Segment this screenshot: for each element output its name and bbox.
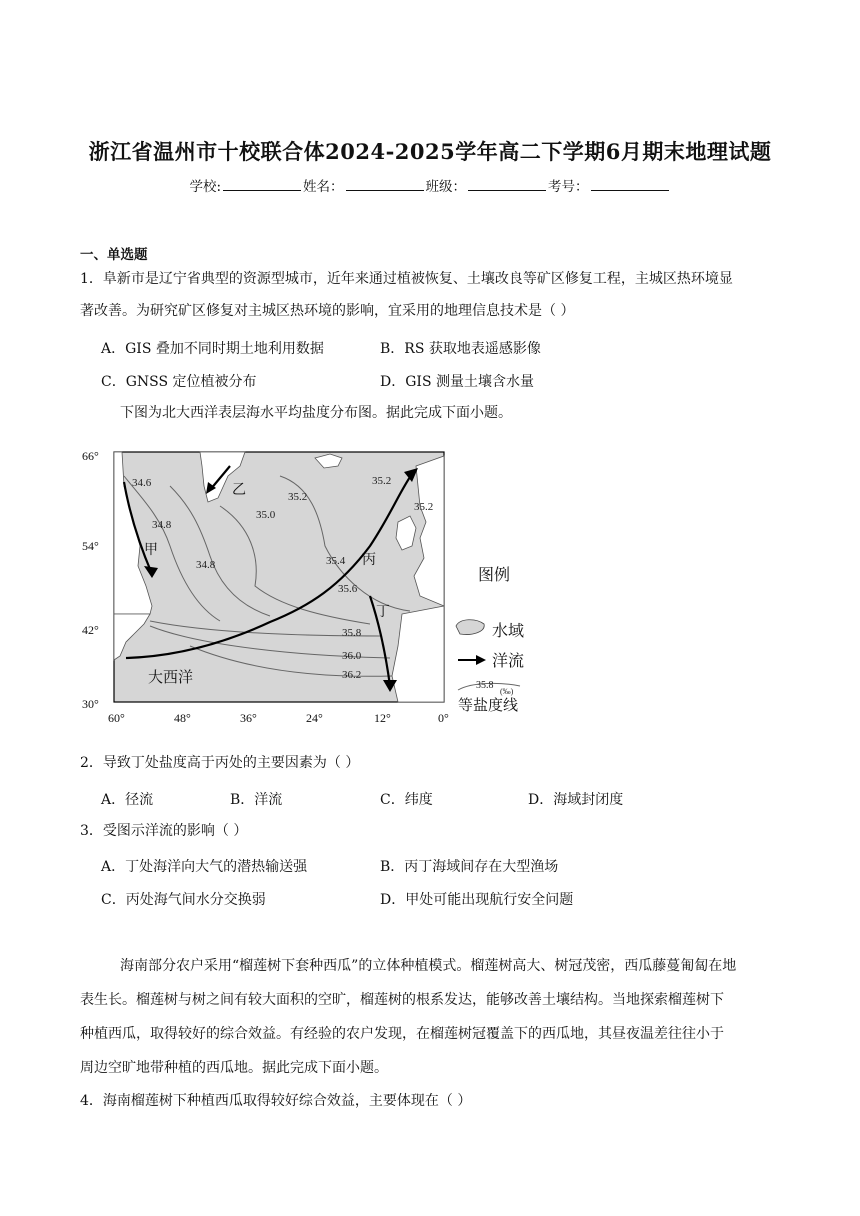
page-title: 浙江省温州市十校联合体2024-2025学年高二下学期6月期末地理试题 — [88, 139, 772, 164]
lon-label: 0° — [438, 711, 449, 725]
q3-option-d: D．甲处可能出现航行安全问题 — [380, 892, 574, 908]
lat-label: 42° — [82, 623, 99, 637]
q1-stem-line1: 1．阜新市是辽宁省典型的资源型城市，近年来通过植被恢复、土壤改良等矿区修复工程，主城区热环境显 — [80, 271, 733, 287]
isohaline-label: 35.2 — [414, 501, 434, 513]
q2-option-c: C．纬度 — [380, 792, 433, 808]
legend-isoline-label: 等盐度线 — [458, 698, 519, 714]
q3-option-b: B．丙丁海域间存在大型渔场 — [380, 859, 559, 875]
passage-line: 种植西瓜，取得较好的综合效益。有经验的农户发现，在榴莲树冠覆盖下的西瓜地，其昼夜温差往往小于 — [80, 1026, 724, 1042]
isohaline-label: 35.2 — [372, 475, 392, 487]
q2-option-a: A．径流 — [101, 792, 154, 808]
q1-option-a: A．GIS 叠加不同时期土地利用数据 — [101, 341, 324, 357]
legend-isoline-unit: (‰) — [500, 687, 514, 696]
student-info-line — [0, 175, 860, 195]
lon-label: 36° — [240, 711, 257, 725]
name-blank — [346, 178, 424, 191]
q2-option-b: B．洋流 — [230, 792, 283, 808]
isohaline-label: 34.8 — [152, 519, 172, 531]
lon-label: 48° — [174, 711, 191, 725]
q3-option-c: C．丙处海气间水分交换弱 — [101, 892, 266, 908]
section-heading: 一、单选题 — [80, 247, 148, 263]
passage-line: 海南部分农户采用“榴莲树下套种西瓜”的立体种植模式。榴莲树高大、树冠茂密，西瓜藤蔓匍匐在地 — [120, 958, 737, 974]
arrow-right-icon — [476, 655, 486, 665]
q3-stem: 3．受图示洋流的影响（ ） — [80, 823, 248, 839]
passage-line: 周边空旷地带种植的西瓜地。据此完成下面小题。 — [80, 1060, 388, 1076]
isohaline-label: 36.0 — [342, 650, 362, 662]
q2-stem: 2．导致丁处盐度高于丙处的主要因素为（ ） — [80, 755, 360, 771]
q1-option-c: C．GNSS 定位植被分布 — [101, 374, 257, 390]
isohaline-label: 34.6 — [132, 477, 152, 489]
exam-no-label: 考号： — [548, 179, 589, 195]
isohaline-label: 35.2 — [288, 491, 308, 503]
q2-option-d: D．海域封闭度 — [528, 792, 624, 808]
legend-isoline-value: 35.8 — [476, 680, 494, 691]
legend-water-swatch — [456, 620, 484, 635]
lon-label: 12° — [374, 711, 391, 725]
legend-title: 图例 — [478, 567, 511, 584]
passage-line: 表生长。榴莲树与树之间有较大面积的空旷，榴莲树的根系发达，能够改善土壤结构。当地探索榴莲树下 — [80, 992, 724, 1008]
lon-label: 24° — [306, 711, 323, 725]
lat-label: 66° — [82, 449, 99, 463]
label-atlantic: 大西洋 — [148, 670, 194, 686]
legend-water-label: 水域 — [492, 623, 525, 640]
q1-option-b: B．RS 获取地表遥感影像 — [380, 341, 541, 357]
school-label: 学校: — [189, 179, 222, 195]
isohaline-label: 34.8 — [196, 559, 216, 571]
school-blank — [223, 178, 301, 191]
salinity-map — [80, 446, 550, 726]
isohaline-label: 35.0 — [256, 509, 276, 521]
q1-option-d: D．GIS 测量土壤含水量 — [380, 374, 534, 390]
label-yi: 乙 — [232, 483, 246, 498]
label-bing: 丙 — [362, 553, 376, 568]
map-legend — [456, 566, 524, 714]
q3-option-a: A．丁处海洋向大气的潜热输送强 — [101, 859, 308, 875]
q4-stem: 4．海南榴莲树下种植西瓜取得较好综合效益，主要体现在（ ） — [80, 1093, 472, 1109]
exam-no-blank — [591, 178, 669, 191]
map-intro: 下图为北大西洋表层海水平均盐度分布图。据此完成下面小题。 — [120, 405, 512, 421]
q1-stem-line2: 著改善。为研究矿区修复对主城区热环境的影响，宜采用的地理信息技术是（ ） — [80, 303, 575, 319]
label-ding: 丁 — [376, 605, 390, 620]
class-blank — [468, 178, 546, 191]
lat-label: 30° — [82, 697, 99, 711]
name-label: 姓名： — [303, 179, 344, 195]
isohaline-label: 35.4 — [326, 555, 346, 567]
isohaline-label: 35.8 — [342, 627, 362, 639]
isohaline-label: 36.2 — [342, 669, 362, 681]
isohaline-label: 35.6 — [338, 583, 358, 595]
label-jia: 甲 — [144, 543, 158, 558]
legend-current-label: 洋流 — [492, 653, 525, 670]
class-label: 班级： — [425, 179, 467, 195]
lat-label: 54° — [82, 539, 99, 553]
lon-label: 60° — [108, 711, 125, 725]
